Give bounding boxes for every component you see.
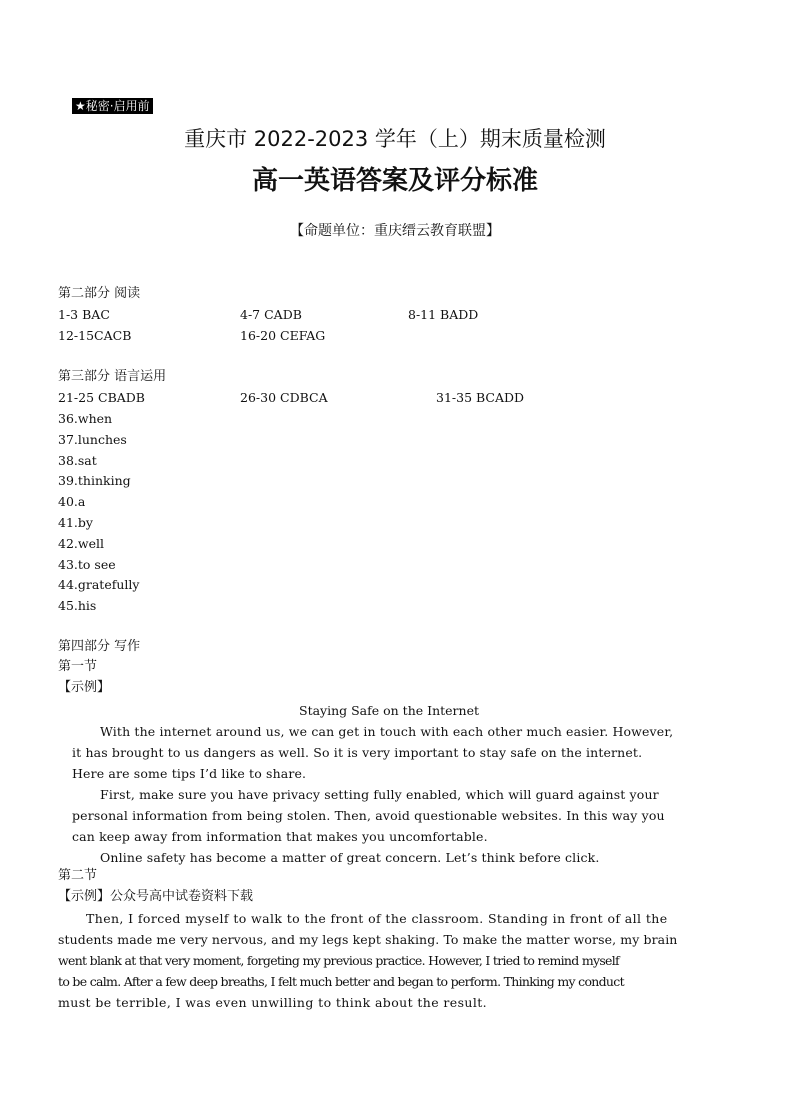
essay-line: it has brought to us dangers as well. So it is very important to stay safe on the internet.: [72, 745, 643, 760]
continuation-line: to be calm. After a few deep breaths, I felt much better and began to perform. Thinking my conduct: [58, 974, 624, 989]
document-subtitle: 高一英语答案及评分标准: [251, 166, 538, 196]
part2-heading: 第二部分 阅读: [58, 286, 141, 301]
fill-answer: 37.lunches: [58, 432, 127, 447]
answer-group: 26-30 CDBCA: [240, 390, 328, 405]
essay-line: can keep away from information that makes you uncomfortable.: [72, 829, 488, 844]
fill-answer: 45.his: [58, 598, 97, 613]
section1-label: 第一节: [58, 659, 98, 674]
essay-line: With the internet around us, we can get in touch with each other much easier. However,: [100, 724, 674, 739]
fill-answer: 38.sat: [58, 453, 97, 468]
section1-example-label: 【示例】: [58, 680, 111, 695]
fill-answer: 42.well: [58, 536, 104, 551]
essay-line: First, make sure you have privacy setting fully enabled, which will guard against your: [100, 787, 659, 802]
answer-group: 8-11 BADD: [408, 307, 479, 322]
fill-answer: 41.by: [58, 515, 93, 530]
fill-answer: 36.when: [58, 411, 113, 426]
issuing-unit: 【命题单位：重庆缙云教育联盟】: [290, 223, 500, 239]
answer-group: 1-3 BAC: [58, 307, 110, 322]
continuation-line: must be terrible, I was even unwilling to think about the result.: [58, 995, 488, 1010]
fill-answer: 40.a: [58, 494, 86, 509]
continuation-line: students made me very nervous, and my legs kept shaking. To make the matter worse, my brain: [58, 932, 678, 947]
essay-title: Staying Safe on the Internet: [299, 703, 479, 718]
answer-group: 31-35 BCADD: [436, 390, 525, 405]
continuation-line: Then, I forced myself to walk to the front of the classroom. Standing in front of all the: [86, 911, 668, 926]
essay-line: personal information from being stolen. Then, avoid questionable websites. In this way you: [72, 808, 665, 823]
confidential-badge: ★秘密·启用前: [72, 98, 153, 114]
exam-title: 重庆市 2022-2023 学年（上）期末质量检测: [184, 127, 606, 151]
essay-line: Here are some tips I’d like to share.: [72, 766, 307, 781]
fill-answer: 44.gratefully: [58, 577, 140, 592]
part4-heading: 第四部分 写作: [58, 639, 141, 654]
section2-example-label: 【示例】公众号高中试卷资料下载: [58, 889, 254, 904]
essay-line: Online safety has become a matter of great concern. Let’s think before click.: [100, 850, 600, 865]
continuation-line: went blank at that very moment, forgeting my previous practice. However, I tried to remind myself: [58, 953, 619, 968]
fill-answer: 39.thinking: [58, 473, 131, 488]
section2-label: 第二节: [58, 868, 98, 883]
fill-answer: 43.to see: [58, 557, 116, 572]
answer-group: 12-15CACB: [58, 328, 132, 343]
answer-group: 4-7 CADB: [240, 307, 302, 322]
answer-group: 16-20 CEFAG: [240, 328, 326, 343]
part3-heading: 第三部分 语言运用: [58, 369, 167, 384]
answer-group: 21-25 CBADB: [58, 390, 145, 405]
